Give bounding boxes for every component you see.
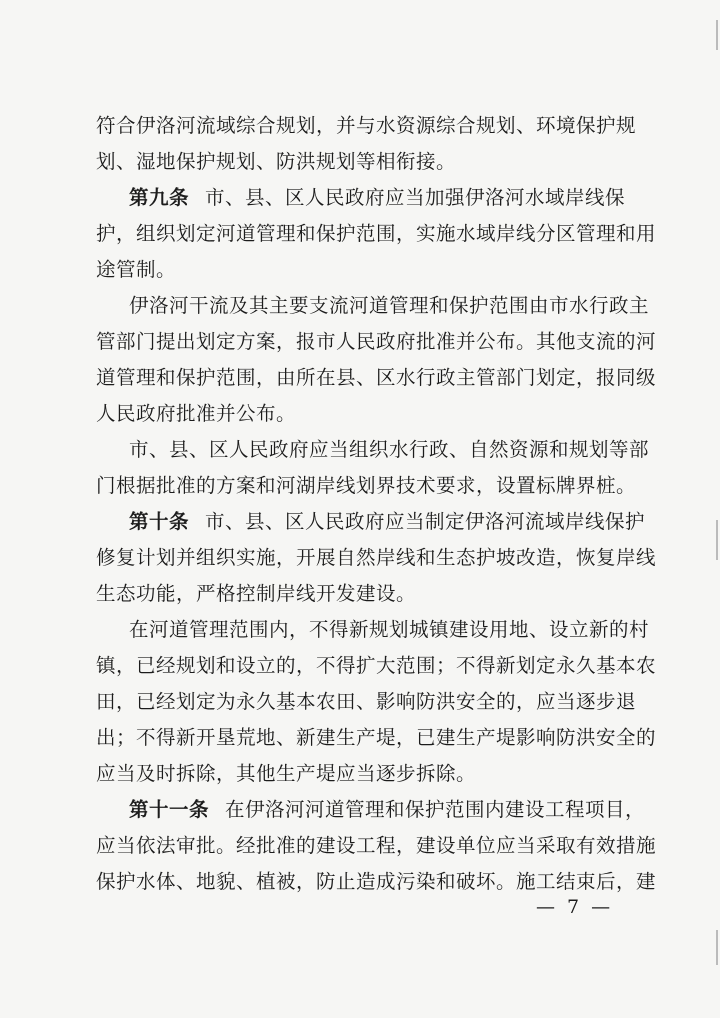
article-9-label: 第九条 <box>129 186 190 209</box>
article-11-first-line <box>129 795 646 825</box>
text-line: 生态功能，严格控制岸线开发建设。 <box>96 582 417 605</box>
text-line: 市、县、区人民政府应当组织水行政、自然资源和规划等部 <box>129 438 650 461</box>
text-line: 出；不得新开垦荒地、新建生产堤，已建生产堤影响防洪安全的 <box>96 726 657 749</box>
page-number: — 7 — <box>536 896 614 918</box>
text-line: 管部门提出划定方案，报市人民政府批准并公布。其他支流的河 <box>96 330 657 353</box>
text-line: 途管制。 <box>96 258 177 281</box>
text-line: 划、湿地保护规划、防洪规划等相衔接。 <box>96 150 457 173</box>
text-line: 道管理和保护范围，由所在县、区水行政主管部门划定，报同级 <box>96 366 657 389</box>
text-line: 田，已经划定为永久基本农田、影响防洪安全的，应当逐步退 <box>96 690 637 713</box>
text-line: 门根据批准的方案和河湖岸线划界技术要求，设置标牌界桩。 <box>96 474 637 497</box>
scan-edge-mark <box>716 520 718 560</box>
article-10-label: 第十条 <box>129 510 190 533</box>
text-line: 修复计划并组织实施，开展自然岸线和生态护坡改造，恢复岸线 <box>96 546 657 569</box>
article-10-text: 市、县、区人民政府应当制定伊洛河流域岸线保护 <box>205 510 646 533</box>
scan-edge-mark <box>716 930 718 965</box>
text-line: 应当及时拆除，其他生产堤应当逐步拆除。 <box>96 762 477 785</box>
text-line: 在河道管理范围内，不得新规划城镇建设用地、设立新的村 <box>129 618 650 641</box>
text-line: 应当依法审批。经批准的建设工程，建设单位应当采取有效措施 <box>96 834 657 857</box>
scan-edge-mark <box>716 20 718 50</box>
article-9-first-line <box>129 183 630 213</box>
text-line: 保护水体、地貌、植被，防止造成污染和破坏。施工结束后，建 <box>96 870 657 893</box>
article-9-text: 市、县、区人民政府应当加强伊洛河水域岸线保 <box>205 186 626 209</box>
text-line: 护，组织划定河道管理和保护范围，实施水域岸线分区管理和用 <box>96 222 657 245</box>
text-line: 镇，已经规划和设立的，不得扩大范围；不得新划定永久基本农 <box>96 654 657 677</box>
text-line: 人民政府批准并公布。 <box>96 402 297 425</box>
text-line: 符合伊洛河流域综合规划，并与水资源综合规划、环境保护规 <box>96 114 637 137</box>
article-11-label: 第十一条 <box>129 798 210 821</box>
article-11-text: 在伊洛河河道管理和保护范围内建设工程项目， <box>225 798 646 821</box>
text-line: 伊洛河干流及其主要支流河道管理和保护范围由市水行政主 <box>129 294 650 317</box>
article-10-first-line <box>129 507 646 537</box>
